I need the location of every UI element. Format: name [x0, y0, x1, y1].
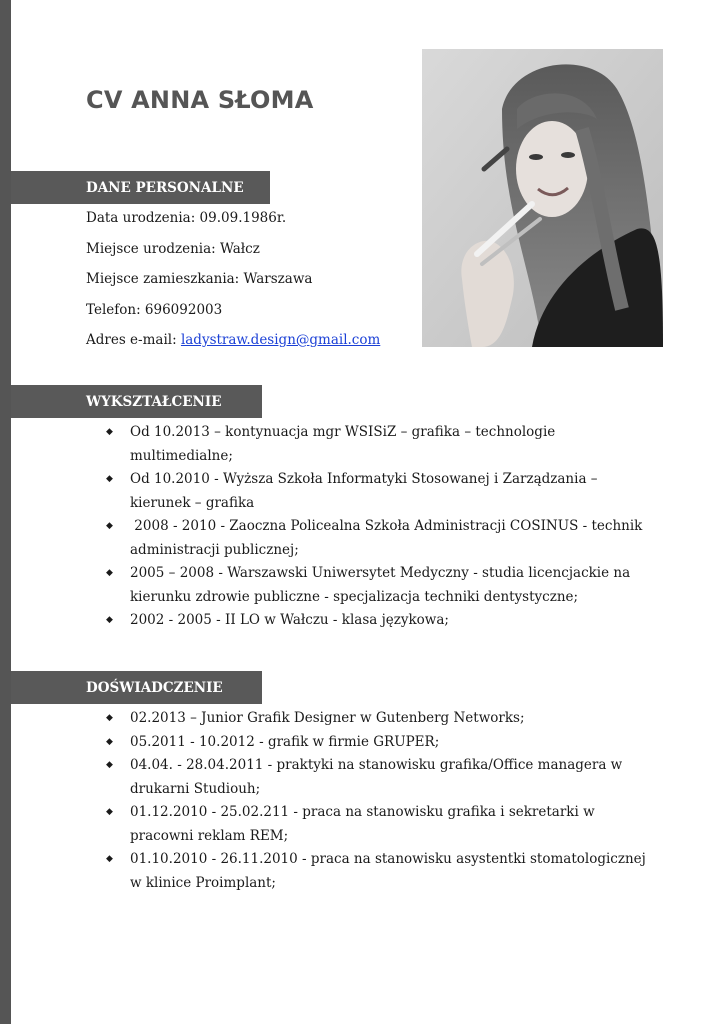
list-item: ◆ 05.2011 - 10.2012 - grafik w firmie GRUPER;: [106, 731, 646, 755]
phone: Telefon: 696092003: [86, 302, 223, 318]
bullet-icon: ◆: [106, 854, 113, 864]
bullet-icon: ◆: [106, 713, 113, 723]
bullet-icon: ◆: [106, 521, 113, 531]
education-list: [106, 421, 646, 633]
list-item: ◆ 2008 - 2010 - Zaoczna Policealna Szkoła Administracji COSINUS - technik administracji publicznej;: [106, 515, 646, 562]
section-heading-personal: DANE PERSONALNE: [11, 171, 270, 204]
section-heading-education: WYKSZTAŁCENIE: [11, 385, 262, 418]
list-item: ◆ Od 10.2013 – kontynuacja mgr WSISiZ – grafika – technologie multimedialne;: [106, 421, 646, 468]
bullet-icon: ◆: [106, 615, 113, 625]
email-link[interactable]: ladystraw.design@gmail.com: [180, 332, 381, 348]
list-item: ◆ Od 10.2010 - Wyższa Szkoła Informatyki Stosowanej i Zarządzania – kierunek – grafika: [106, 468, 646, 515]
bullet-icon: ◆: [106, 807, 113, 817]
list-item: ◆ 01.10.2010 - 26.11.2010 - praca na stanowisku asystentki stomatologicznej w klinice Proimplant;: [106, 848, 646, 895]
portrait-photo: [422, 49, 663, 347]
list-item: ◆ 2005 – 2008 - Warszawski Uniwersytet Medyczny - studia licencjackie na kierunku zdrowie publiczne - specjalizacja techniki dentystyczne;: [106, 562, 646, 609]
bullet-icon: ◆: [106, 474, 113, 484]
email-label: Adres e-mail:: [86, 332, 181, 348]
list-item: ◆ 02.2013 – Junior Grafik Designer w Gutenberg Networks;: [106, 707, 646, 731]
email-line: [86, 332, 380, 348]
bullet-icon: ◆: [106, 736, 113, 747]
section-heading-experience: DOŚWIADCZENIE: [11, 671, 262, 704]
residence: Miejsce zamieszkania: Warszawa: [86, 271, 313, 287]
birth-date: Data urodzenia: 09.09.1986r.: [86, 210, 287, 226]
page-title: CV ANNA SŁOMA: [86, 86, 314, 114]
list-item: ◆ 2002 - 2005 - II LO w Wałczu - klasa językowa;: [106, 609, 646, 633]
bullet-icon: ◆: [106, 760, 113, 770]
bullet-icon: ◆: [106, 568, 113, 578]
left-accent-bar: [0, 0, 11, 1024]
experience-list: [106, 707, 646, 895]
birth-place: Miejsce urodzenia: Wałcz: [86, 241, 260, 257]
list-item: ◆ 01.12.2010 - 25.02.211 - praca na stanowisku grafika i sekretarki w pracowni reklam REM;: [106, 801, 646, 848]
bullet-icon: ◆: [106, 427, 113, 437]
list-item: ◆ 04.04. - 28.04.2011 - praktyki na stanowisku grafika/Office managera w drukarni Studiouh;: [106, 754, 646, 801]
